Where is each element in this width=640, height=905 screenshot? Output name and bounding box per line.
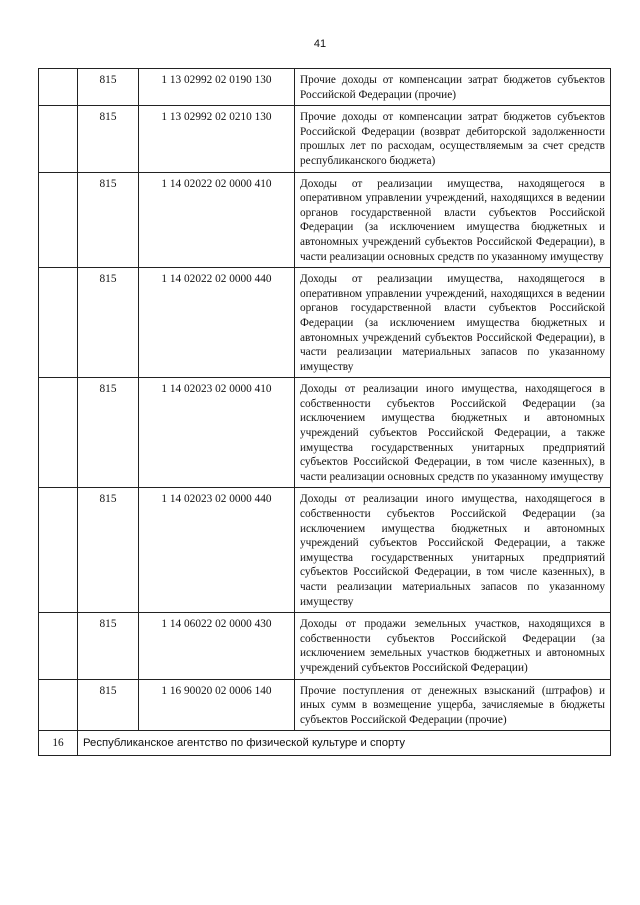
table-row [39,69,611,106]
table-row [39,172,611,268]
admin-code-cell: 815 [78,268,139,378]
row-number-cell [39,268,78,378]
row-number-cell [39,613,78,679]
description-cell: Прочие доходы от компенсации затрат бюджетов субъектов Российской Федерации (прочие) [295,69,611,106]
row-number-cell [39,488,78,613]
section-title: Республиканское агентство по физической культуре и спорту [78,731,611,756]
admin-code-cell: 815 [78,613,139,679]
admin-code-cell: 815 [78,69,139,106]
table-row [39,613,611,679]
revenue-codes-table [38,68,611,756]
budget-code-cell: 1 14 02023 02 0000 410 [139,378,295,488]
row-number-cell [39,106,78,172]
budget-code-cell: 1 14 02022 02 0000 440 [139,268,295,378]
budget-code-cell: 1 14 06022 02 0000 430 [139,613,295,679]
admin-code-cell: 815 [78,172,139,268]
budget-code-cell: 1 13 02992 02 0210 130 [139,106,295,172]
description-cell: Прочие доходы от компенсации затрат бюджетов субъектов Российской Федерации (возврат дебиторской задолженности прошлых лет по расходам, осуществляемым за счет средств республиканского бюджета) [295,106,611,172]
table-row [39,268,611,378]
budget-code-cell: 1 13 02992 02 0190 130 [139,69,295,106]
table-row [39,106,611,172]
budget-code-cell: 1 16 90020 02 0006 140 [139,679,295,731]
admin-code-cell: 815 [78,106,139,172]
description-cell: Доходы от реализации иного имущества, находящегося в собственности субъектов Российской Федерации (за исключением имущества бюджетных и автономных учреждений субъектов Российской Федерации, а также имущества государственных унитарных предприятий субъектов Российской Федерации, в том числе казенных), в части реализации материальных запасов по указанному имуществу [295,488,611,613]
description-cell: Доходы от реализации имущества, находящегося в оперативном управлении учреждений, находящихся в ведении органов государственной власти субъектов Российской Федерации (за исключением имущества бюджетных и автономных учреждений субъектов Российской Федерации), в части реализации материальных запасов по указанному имуществу [295,268,611,378]
table-row [39,378,611,488]
description-cell: Доходы от продажи земельных участков, находящихся в собственности субъектов Российской Федерации (за исключением земельных участков бюджетных и автономных учреждений субъектов Российской Федерации) [295,613,611,679]
row-number-cell [39,69,78,106]
page-number: 41 [313,38,327,50]
table-body [39,69,611,756]
budget-code-cell: 1 14 02022 02 0000 410 [139,172,295,268]
admin-code-cell: 815 [78,378,139,488]
table-row [39,679,611,731]
admin-code-cell: 815 [78,488,139,613]
description-cell: Доходы от реализации имущества, находящегося в оперативном управлении учреждений, находящихся в ведении органов государственной власти субъектов Российской Федерации (за исключением имущества бюджетных и автономных учреждений субъектов Российской Федерации), в части реализации основных средств по указанному имуществу [295,172,611,268]
row-number-cell [39,378,78,488]
section-header-row [39,731,611,756]
budget-code-cell: 1 14 02023 02 0000 440 [139,488,295,613]
admin-code-cell: 815 [78,679,139,731]
description-cell: Прочие поступления от денежных взысканий (штрафов) и иных сумм в возмещение ущерба, зачисляемые в бюджеты субъектов Российской Федерации (прочие) [295,679,611,731]
section-number: 16 [39,731,78,756]
description-cell: Доходы от реализации иного имущества, находящегося в собственности субъектов Российской Федерации (за исключением имущества бюджетных и автономных учреждений субъектов Российской Федерации, а также имущества государственных унитарных предприятий субъектов Российской Федерации, в том числе казенных), в части реализации основных средств по указанному имуществу [295,378,611,488]
table-row [39,488,611,613]
row-number-cell [39,679,78,731]
row-number-cell [39,172,78,268]
